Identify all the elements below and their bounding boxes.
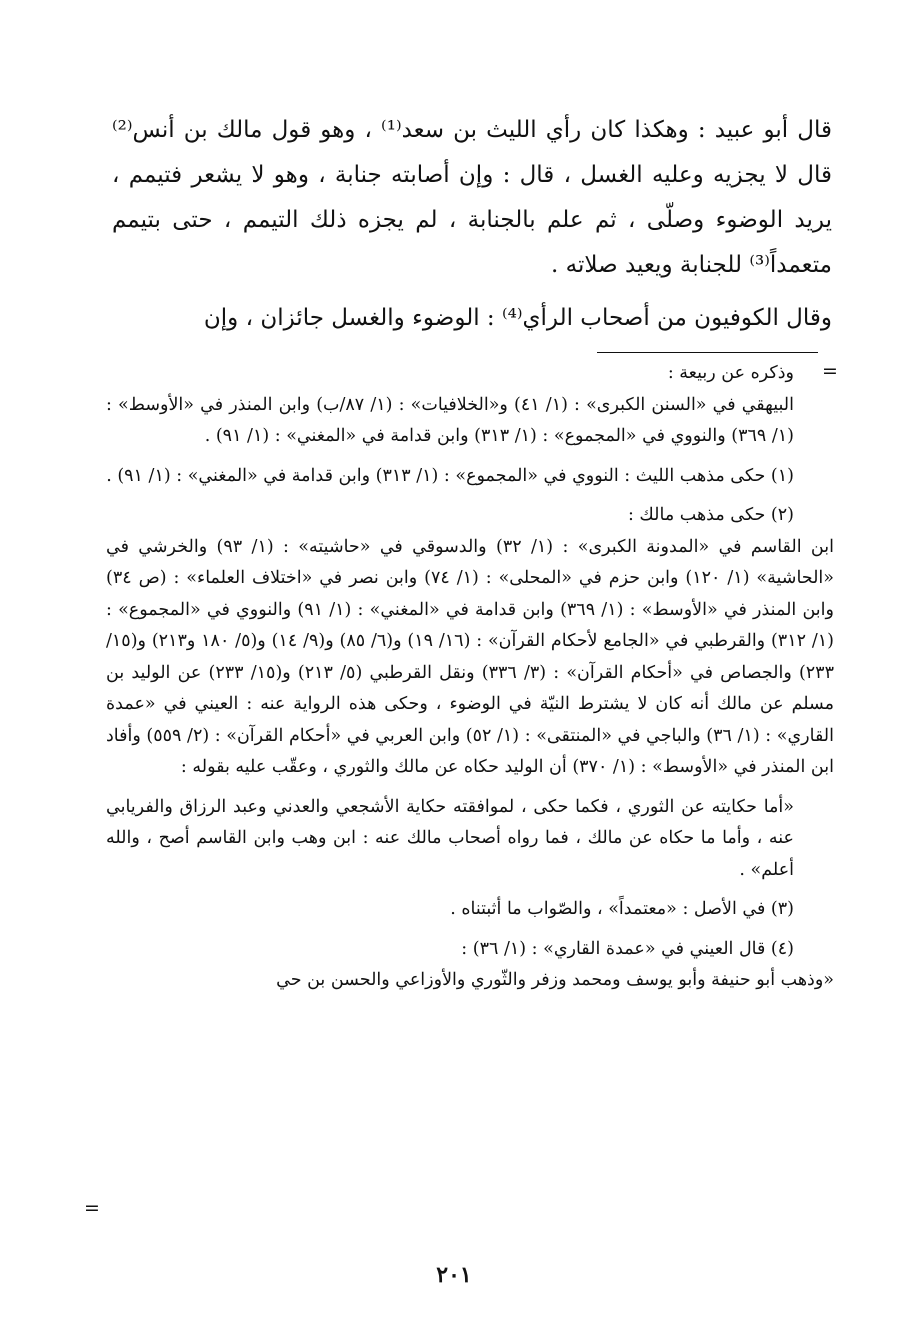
footnote-end-marker: = bbox=[84, 1197, 100, 1219]
footnote-1: (١) حكى مذهب الليث : النووي في «المجموع» : (١/ ٣١٣) وابن قدامة في «المغني» : (١/ ٩١) . bbox=[106, 465, 794, 486]
footnote-3: (٣) في الأصل : «معتمداً» ، والصّواب ما أثبتناه . bbox=[450, 899, 794, 919]
footnote-4-body: «وذهب أبو حنيفة وأبو يوسف ومحمد وزفر والثّوري والأوزاعي والحسن بن حي bbox=[276, 970, 834, 990]
footnote-2-quote: «أما حكايته عن الثوري ، فكما حكى ، لموافقته حكاية الأشجعي والعدني وعبد الرزاق والفريابي عنه ، وأما ما حكاه عن مالك ، فما رواه أصحاب مالك عنه : ابن وهب وابن القاسم أصح ، والله أعلم» . bbox=[106, 796, 794, 880]
main-paragraph-1: قال أبو عبيد : وهكذا كان رأي الليث بن سعد⁽¹⁾ ، وهو قول مالك بن أنس⁽²⁾ قال لا يجزيه وعليه الغسل ، قال : وإن أصابته جنابة ، وهو لا يشعر فتيمم ، يريد الوضوء وصلّى ، ثم علم بالجنابة ، لم يجزه ذلك التيمم ، حتى بتيمم متعمداً⁽³⁾ للجنابة ويعيد صلاته . bbox=[112, 117, 832, 278]
footnote-2-heading: (٢) حكى مذهب مالك : bbox=[627, 505, 794, 525]
main-paragraph-2: وقال الكوفيون من أصحاب الرأي⁽⁴⁾ : الوضوء والغسل جائزان ، وإن bbox=[203, 305, 832, 331]
continuation-marker: = bbox=[822, 360, 838, 382]
footnote-4-heading: (٤) قال العيني في «عمدة القاري» : (١/ ٣٦) : bbox=[461, 938, 794, 959]
page-number: ٢٠١ bbox=[436, 1262, 472, 1288]
footnote-continued-body: البيهقي في «السنن الكبرى» : (١/ ٤١) و«الخلافيات» : (١/ ٨٧/ب) وابن المنذر في «الأوسط» : (١/ ٣٦٩) والنووي في «المجموع» : (١/ ٣١٣) وابن قدامة في «المغني» : (١/ ٩١) . bbox=[106, 394, 794, 446]
footnote-continued-heading: وذكره عن ربيعة : bbox=[667, 363, 794, 383]
main-text bbox=[112, 108, 832, 341]
footnote-separator bbox=[597, 352, 818, 353]
footnotes bbox=[106, 358, 834, 997]
footnote-2-body: ابن القاسم في «المدونة الكبرى» : (١/ ٣٢) والدسوقي في «حاشيته» : (١/ ٩٣) والخرشي في «الحاشية» (١/ ١٢٠) وابن حزم في «المحلى» : (١/ ٧٤) وابن نصر في «اختلاف العلماء» : (ص ٣٤) وابن المنذر في «الأوسط» : (١/ ٣٦٩) وابن قدامة في «المغني» : (١/ ٩١) والنووي في «المجموع» : (١/ ٣١٢) والقرطبي في «الجامع لأحكام القرآن» : (١٦/ ١٩) و(٦/ ٨٥) و(٩/ ١٤) و(٥/ ١٨٠ و٢١٣) و(١٥/ ٢٣٣) والجصاص في «أحكام القرآن» : (٣/ ٣٣٦) ونقل القرطبي (٥/ ٢١٣) و(١٥/ ٢٣٣) عن الوليد بن مسلم عن مالك أنه كان لا يشترط النيّة في الوضوء ، وحكى هذه الرواية عنه : العيني في «عمدة القاري» : (١/ ٣٦) والباجي في «المنتقى» : (١/ ٥٢) وابن العربي في «أحكام القرآن» : (٢/ ٥٥٩) وأفاد ابن المنذر في «الأوسط» : (١/ ٣٧٠) أن الوليد حكاه عن مالك والثوري ، وعقّب عليه بقوله : bbox=[106, 536, 834, 777]
